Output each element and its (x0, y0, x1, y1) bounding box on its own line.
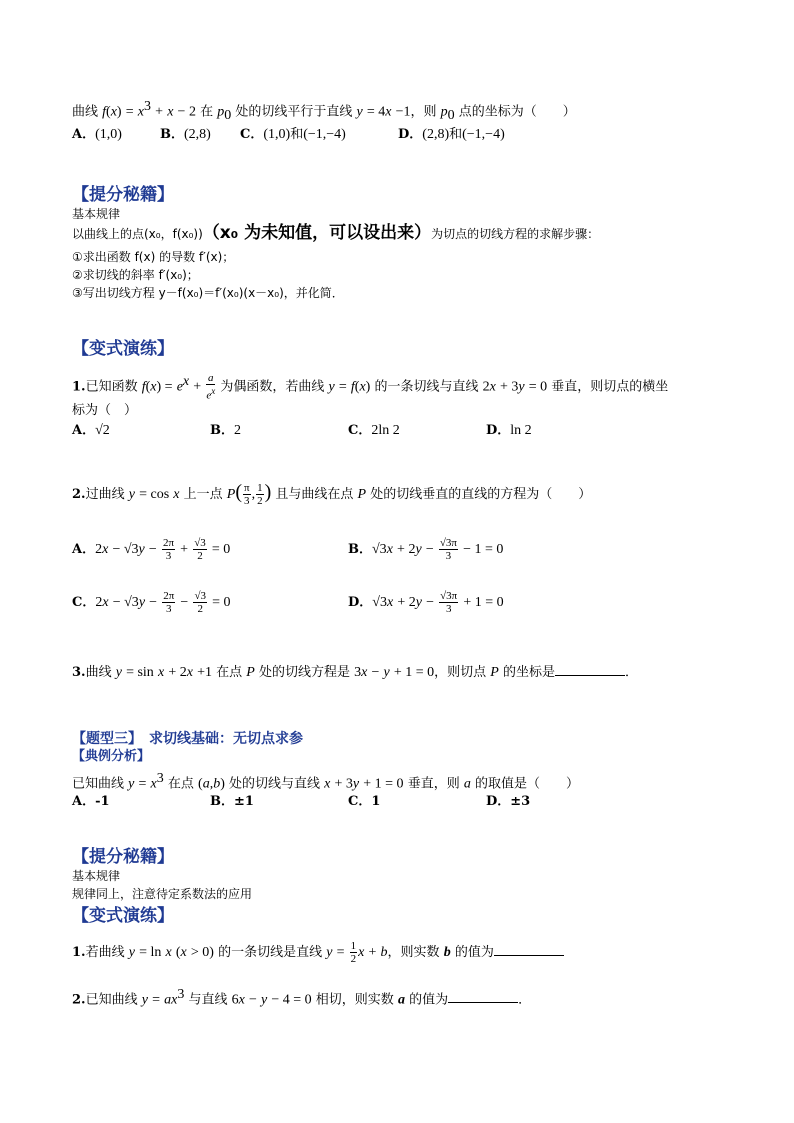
intro-option-d: D．(2,8)和(−1,−4) (398, 127, 505, 142)
practice1-q1-option-c: C．2ln 2 (348, 423, 400, 438)
type3-example-label: 【典例分析】 (72, 749, 151, 764)
tips1-step2: ②求切线的斜率 f′(x₀)； (72, 268, 199, 282)
tips2-line: 规律同上，注意待定系数法的应用 (72, 887, 253, 901)
answer-blank[interactable] (555, 663, 625, 676)
practice1-q1-line2: 标为（ ） (72, 403, 138, 418)
practice1-q2-option-a: A．2x − √3y − $\frac{2\pi}{3}$ + $\frac{√3}{2}$ = 0 (72, 537, 231, 562)
type3-option-d: D．±3 (486, 794, 531, 809)
intro-option-c: C．(1,0)和(−1,−4) (240, 127, 346, 142)
answer-blank[interactable] (494, 943, 564, 956)
type3-heading: 【题型三】 求切线基础：无切点求参 (72, 731, 303, 747)
practice1-q1-option-d: D．ln 2 (486, 423, 532, 438)
type3-option-b: B．±1 (210, 794, 254, 809)
practice1-q1-option-b: B．2 (210, 423, 241, 438)
practice1-q3: 3.曲线 y = sin x + 2x +1 在点 P 处的切线方程是 3x − y + 1 = 0，则切点 P 的坐标是 ． (72, 665, 638, 680)
practice2-heading: 【变式演练】 (72, 906, 174, 926)
practice1-q2: 2.过曲线 y = cos x 上一点 P( $\frac{\pi}{3}$ , $\frac{1}{2}$ ) 且与曲线在点 P 处的切线垂直的直线的方程为（ ） (72, 481, 592, 507)
practice2-q1: 1.若曲线 y = ln x (x > 0) 的一条切线是直线 y = $\frac{1}{2}$ x + b，则实数 b 的值为 (72, 940, 564, 965)
practice2-q2: 2.已知曲线 $y = ax^3$ 与直线 6x − y − 4 = 0 相切，则实数 a 的值为 ． (72, 987, 532, 1008)
answer-blank[interactable] (448, 990, 518, 1003)
tips1-heading: 【提分秘籍】 (72, 185, 174, 205)
practice1-q1-option-a: A．√2 (72, 423, 110, 438)
intro-option-b: B．(2,8) (160, 127, 211, 142)
tips2-subtitle: 基本规律 (72, 869, 121, 883)
practice1-heading: 【变式演练】 (72, 339, 174, 359)
tips2-heading: 【提分秘籍】 (72, 847, 174, 867)
tips1-step3: ③写出切线方程 y－f(x₀)＝f′(x₀)(x－x₀)，并化简． (72, 286, 344, 300)
practice1-q2-option-d: D．√3x + 2y − $\frac{√3\pi}{3}$ + 1 = 0 (348, 590, 504, 615)
tips1-line1: 以曲线上的点(x₀，f(x₀))（x₀ 为未知值，可以设出来）为切点的切线方程的求解步骤： (72, 223, 600, 243)
type3-option-a: A．-1 (72, 794, 110, 809)
practice1-q1: 1.已知函数 $f(x) = e^x$ + $\frac{a}{e^x}$ 为偶函数，若曲线 y = f(x) 的一条切线与直线 2x + 3y = 0 垂直，则切点的横坐 (72, 372, 669, 402)
tips1-subtitle: 基本规律 (72, 207, 121, 221)
intro-question: 曲线 $f(x) = x^3 + x - 2$ 在 $p_0$ 处的切线平行于直线 y = 4x −1，则 $p_0$ 点的坐标为（ ） (72, 99, 576, 123)
practice1-q2-option-b: B．√3x + 2y − $\frac{√3\pi}{3}$ − 1 = 0 (348, 537, 504, 562)
intro-option-a: A．(1,0) (72, 127, 122, 142)
type3-question: 已知曲线 $y = x^3$ 在点 (a,b) 处的切线与直线 x + 3y + 1 = 0 垂直，则 a 的取值是（ ） (72, 771, 579, 792)
tips1-step1: ①求出函数 f(x) 的导数 f′(x)； (72, 250, 235, 264)
type3-option-c: C．1 (348, 794, 381, 809)
practice1-q2-option-c: C．2x − √3y − $\frac{2\pi}{3}$ − $\frac{√3}{2}$ = 0 (72, 590, 231, 615)
